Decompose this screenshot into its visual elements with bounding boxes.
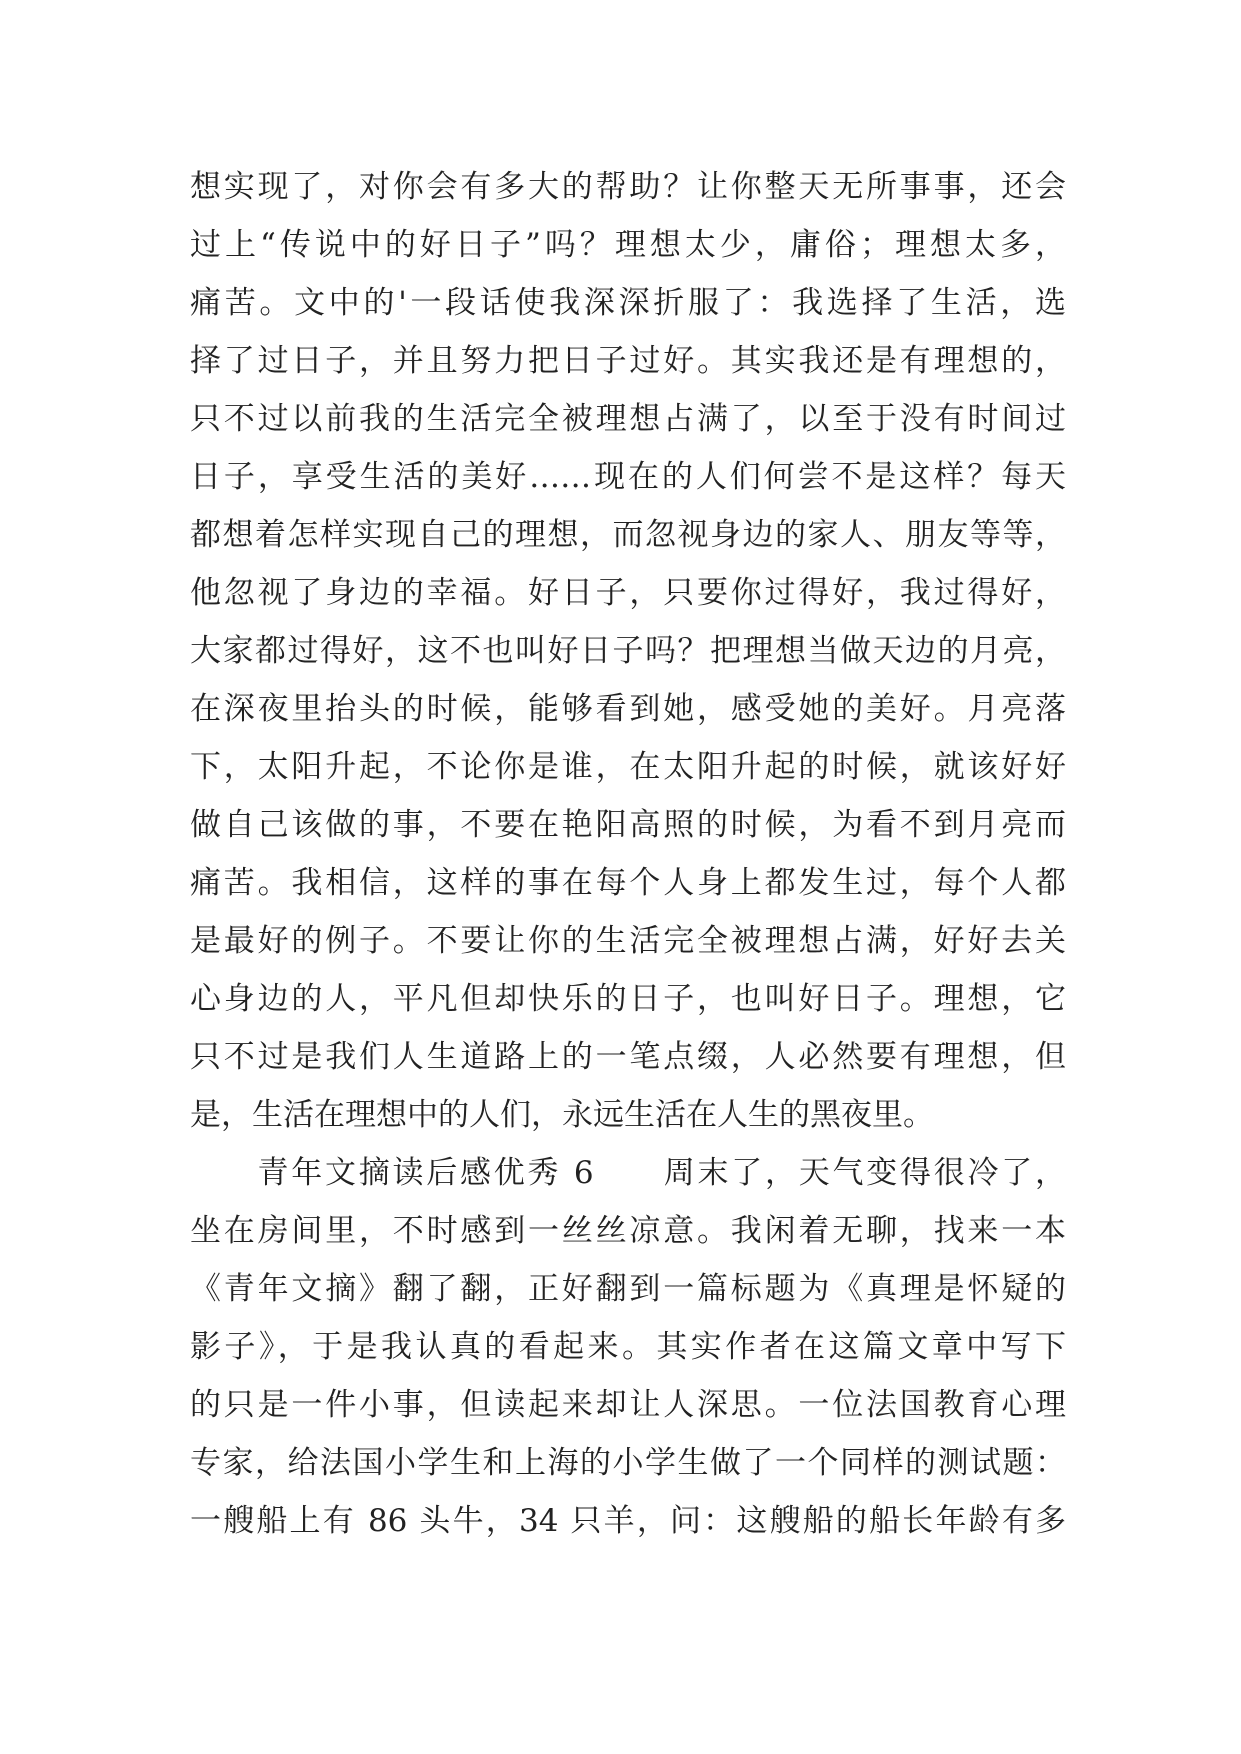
- text-line: 是，生活在理想中的人们，永远生活在人生的黑夜里。: [190, 1097, 934, 1133]
- text-line: 一艘船上有 86 头牛，34 只羊，问：这艘船的船长年龄有多: [190, 1503, 1066, 1539]
- text-line: 心身边的人，平凡但却快乐的日子，也叫好日子。理想，它: [190, 981, 1066, 1017]
- text-line: 他忽视了身边的幸福。好日子，只要你过得好，我过得好，: [190, 575, 1066, 611]
- text-line: 是最好的例子。不要让你的生活完全被理想占满，好好去关: [190, 923, 1066, 959]
- text-line: 的只是一件小事，但读起来却让人深思。一位法国教育心理: [190, 1387, 1066, 1423]
- text-line: 在深夜里抬头的时候，能够看到她，感受她的美好。月亮落: [190, 691, 1066, 727]
- text-line: 青年文摘读后感优秀 6 周末了，天气变得很冷了，: [190, 1155, 1066, 1191]
- text-line: 过上“传说中的好日子”吗？理想太少，庸俗；理想太多，: [190, 227, 1066, 263]
- text-line: 影子》，于是我认真的看起来。其实作者在这篇文章中写下: [190, 1329, 1066, 1365]
- text-line: 想实现了，对你会有多大的帮助？让你整天无所事事，还会: [190, 169, 1066, 205]
- body-text: [190, 158, 1066, 1550]
- text-line: 痛苦。我相信，这样的事在每个人身上都发生过，每个人都: [190, 865, 1066, 901]
- text-line: 下，太阳升起，不论你是谁，在太阳升起的时候，就该好好: [190, 749, 1066, 785]
- text-line: 都想着怎样实现自己的理想，而忽视身边的家人、朋友等等，: [190, 517, 1066, 553]
- text-line: 坐在房间里，不时感到一丝丝凉意。我闲着无聊，找来一本: [190, 1213, 1066, 1249]
- text-line: 择了过日子，并且努力把日子过好。其实我还是有理想的，: [190, 343, 1066, 379]
- text-line: 日子，享受生活的美好……现在的人们何尝不是这样？每天: [190, 459, 1066, 495]
- text-line: 只不过以前我的生活完全被理想占满了，以至于没有时间过: [190, 401, 1066, 437]
- text-line: 痛苦。文中的'一段话使我深深折服了：我选择了生活，选: [190, 285, 1066, 321]
- text-line: 做自己该做的事，不要在艳阳高照的时候，为看不到月亮而: [190, 807, 1066, 843]
- text-line: 只不过是我们人生道路上的一笔点缀，人必然要有理想，但: [190, 1039, 1066, 1075]
- text-line: 《青年文摘》翻了翻，正好翻到一篇标题为《真理是怀疑的: [190, 1271, 1066, 1307]
- text-line: 专家，给法国小学生和上海的小学生做了一个同样的测试题：: [190, 1445, 1066, 1481]
- text-line: 大家都过得好，这不也叫好日子吗？把理想当做天边的月亮，: [190, 633, 1066, 669]
